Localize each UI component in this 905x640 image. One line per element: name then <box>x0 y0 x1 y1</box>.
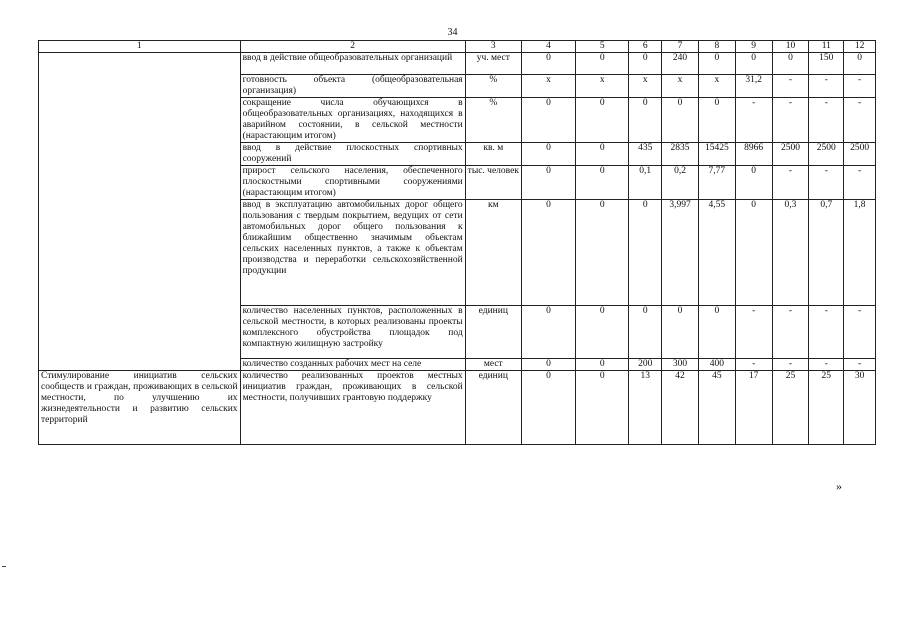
indicator-unit: % <box>465 98 521 143</box>
indicator-value: 200 <box>629 359 662 371</box>
indicator-value: 2500 <box>809 143 844 166</box>
indicator-value: 0 <box>772 53 809 75</box>
indicator-unit: уч. мест <box>465 53 521 75</box>
indicator-value: 45 <box>698 371 735 445</box>
indicator-value: 0 <box>698 306 735 359</box>
indicator-description: количество созданных рабочих мест на селе <box>240 359 465 371</box>
indicator-value: 0 <box>576 143 629 166</box>
column-number: 1 <box>39 41 241 53</box>
indicator-value: - <box>809 359 844 371</box>
indicator-description: прирост сельского населения, обеспеченного плоскостными спортивными сооружениями (нарастающим итогом) <box>240 166 465 200</box>
indicator-value: 31,2 <box>735 75 772 98</box>
indicator-unit: тыс. человек <box>465 166 521 200</box>
indicator-value: 0 <box>629 53 662 75</box>
indicator-value: 0 <box>521 53 575 75</box>
indicator-value: 0 <box>576 53 629 75</box>
indicator-value: 0 <box>576 306 629 359</box>
column-number: 4 <box>521 41 575 53</box>
indicator-value: 0 <box>735 53 772 75</box>
indicator-value: - <box>772 98 809 143</box>
column-number: 2 <box>240 41 465 53</box>
indicator-value: 0 <box>698 98 735 143</box>
indicator-value: 0 <box>844 53 876 75</box>
indicator-value: - <box>772 306 809 359</box>
indicator-value: 0 <box>576 359 629 371</box>
indicator-value: - <box>735 98 772 143</box>
page-number: 34 <box>447 27 458 38</box>
indicator-value: х <box>521 75 575 98</box>
indicator-value: 0 <box>629 200 662 306</box>
indicators-table <box>38 40 876 445</box>
indicator-value: 0 <box>662 98 699 143</box>
indicator-value: 0 <box>576 166 629 200</box>
indicator-description: количество населенных пунктов, расположенных в сельской местности, в которых реализованы проекты комплексного обустройства площадок под компактную жилищную застройку <box>240 306 465 359</box>
indicator-value: 7,77 <box>698 166 735 200</box>
indicator-value: - <box>735 359 772 371</box>
indicator-value: 2500 <box>844 143 876 166</box>
indicator-value: - <box>772 166 809 200</box>
section-title: Стимулирование инициатив сельских сообществ и граждан, проживающих в сельской местности, по улучшению их жизнедеятельности и развитию сельских территорий <box>39 371 241 445</box>
column-number: 5 <box>576 41 629 53</box>
indicator-value: 0 <box>662 306 699 359</box>
indicator-value: 0 <box>576 371 629 445</box>
indicator-value: 3,997 <box>662 200 699 306</box>
indicator-value: 42 <box>662 371 699 445</box>
indicator-value: 0 <box>576 98 629 143</box>
indicator-value: - <box>809 166 844 200</box>
indicator-value: - <box>809 306 844 359</box>
indicator-value: х <box>698 75 735 98</box>
indicator-value: 150 <box>809 53 844 75</box>
indicator-value: 0,3 <box>772 200 809 306</box>
indicator-value: 0 <box>735 166 772 200</box>
indicator-value: 15425 <box>698 143 735 166</box>
indicator-value: 2835 <box>662 143 699 166</box>
indicator-value: - <box>772 359 809 371</box>
indicator-description: сокращение числа обучающихся в общеобразовательных организациях, находящихся в аварийном состоянии, в сельской местности (нарастающим итогом) <box>240 98 465 143</box>
indicator-unit: мест <box>465 359 521 371</box>
indicator-value: 0,2 <box>662 166 699 200</box>
indicator-unit: % <box>465 75 521 98</box>
indicator-value: 0,7 <box>809 200 844 306</box>
margin-mark <box>2 566 6 567</box>
indicator-value: 30 <box>844 371 876 445</box>
indicator-value: 300 <box>662 359 699 371</box>
indicator-value: 0 <box>698 53 735 75</box>
indicator-value: 0 <box>521 98 575 143</box>
indicator-value: 13 <box>629 371 662 445</box>
indicator-value: 17 <box>735 371 772 445</box>
indicator-value: - <box>844 306 876 359</box>
indicator-value: 0 <box>521 200 575 306</box>
indicator-value: - <box>735 306 772 359</box>
indicator-value: - <box>809 98 844 143</box>
indicator-value: х <box>662 75 699 98</box>
indicator-description: количество реализованных проектов местных инициатив граждан, проживающих в сельской местности, получивших грантовую поддержку <box>240 371 465 445</box>
indicator-value: х <box>629 75 662 98</box>
indicator-value: х <box>576 75 629 98</box>
indicator-value: - <box>844 75 876 98</box>
indicator-unit: кв. м <box>465 143 521 166</box>
indicator-value: - <box>809 75 844 98</box>
indicator-description: ввод в действие плоскостных спортивных сооружений <box>240 143 465 166</box>
section-cell-empty <box>39 53 241 371</box>
column-number: 8 <box>698 41 735 53</box>
indicator-value: - <box>772 75 809 98</box>
indicator-value: 2500 <box>772 143 809 166</box>
indicator-value: 0,1 <box>629 166 662 200</box>
table-row <box>39 53 876 75</box>
indicator-value: 25 <box>772 371 809 445</box>
indicator-value: 4,55 <box>698 200 735 306</box>
indicator-value: - <box>844 359 876 371</box>
indicator-value: 8966 <box>735 143 772 166</box>
indicator-value: 0 <box>576 200 629 306</box>
column-number: 3 <box>465 41 521 53</box>
indicator-value: - <box>844 166 876 200</box>
indicator-unit: км <box>465 200 521 306</box>
indicator-description: ввод в действие общеобразовательных организаций <box>240 53 465 75</box>
indicator-unit: единиц <box>465 306 521 359</box>
indicator-value: 240 <box>662 53 699 75</box>
indicator-value: 435 <box>629 143 662 166</box>
header-row <box>39 41 876 53</box>
indicator-value: - <box>844 98 876 143</box>
indicator-value: 0 <box>521 143 575 166</box>
indicator-description: готовность объекта (общеобразовательная организация) <box>240 75 465 98</box>
indicator-unit: единиц <box>465 371 521 445</box>
indicator-value: 1,8 <box>844 200 876 306</box>
column-number: 11 <box>809 41 844 53</box>
table-row <box>39 371 876 445</box>
column-number: 9 <box>735 41 772 53</box>
closing-quote: » <box>836 479 842 493</box>
column-number: 7 <box>662 41 699 53</box>
indicator-value: 0 <box>521 359 575 371</box>
indicator-value: 0 <box>521 306 575 359</box>
indicator-description: ввод в эксплуатацию автомобильных дорог общего пользования с твердым покрытием, ведущих от сети автомобильных дорог общего пользования к ближайшим общественно значимым объектам сельских населенных пунктов, а также к объектам производства и переработки сельскохозяйственной продукции <box>240 200 465 306</box>
indicator-value: 25 <box>809 371 844 445</box>
indicator-value: 400 <box>698 359 735 371</box>
column-number: 10 <box>772 41 809 53</box>
column-number: 12 <box>844 41 876 53</box>
column-number: 6 <box>629 41 662 53</box>
indicator-value: 0 <box>521 166 575 200</box>
indicator-value: 0 <box>629 98 662 143</box>
indicator-value: 0 <box>629 306 662 359</box>
indicator-value: 0 <box>735 200 772 306</box>
indicator-value: 0 <box>521 371 575 445</box>
